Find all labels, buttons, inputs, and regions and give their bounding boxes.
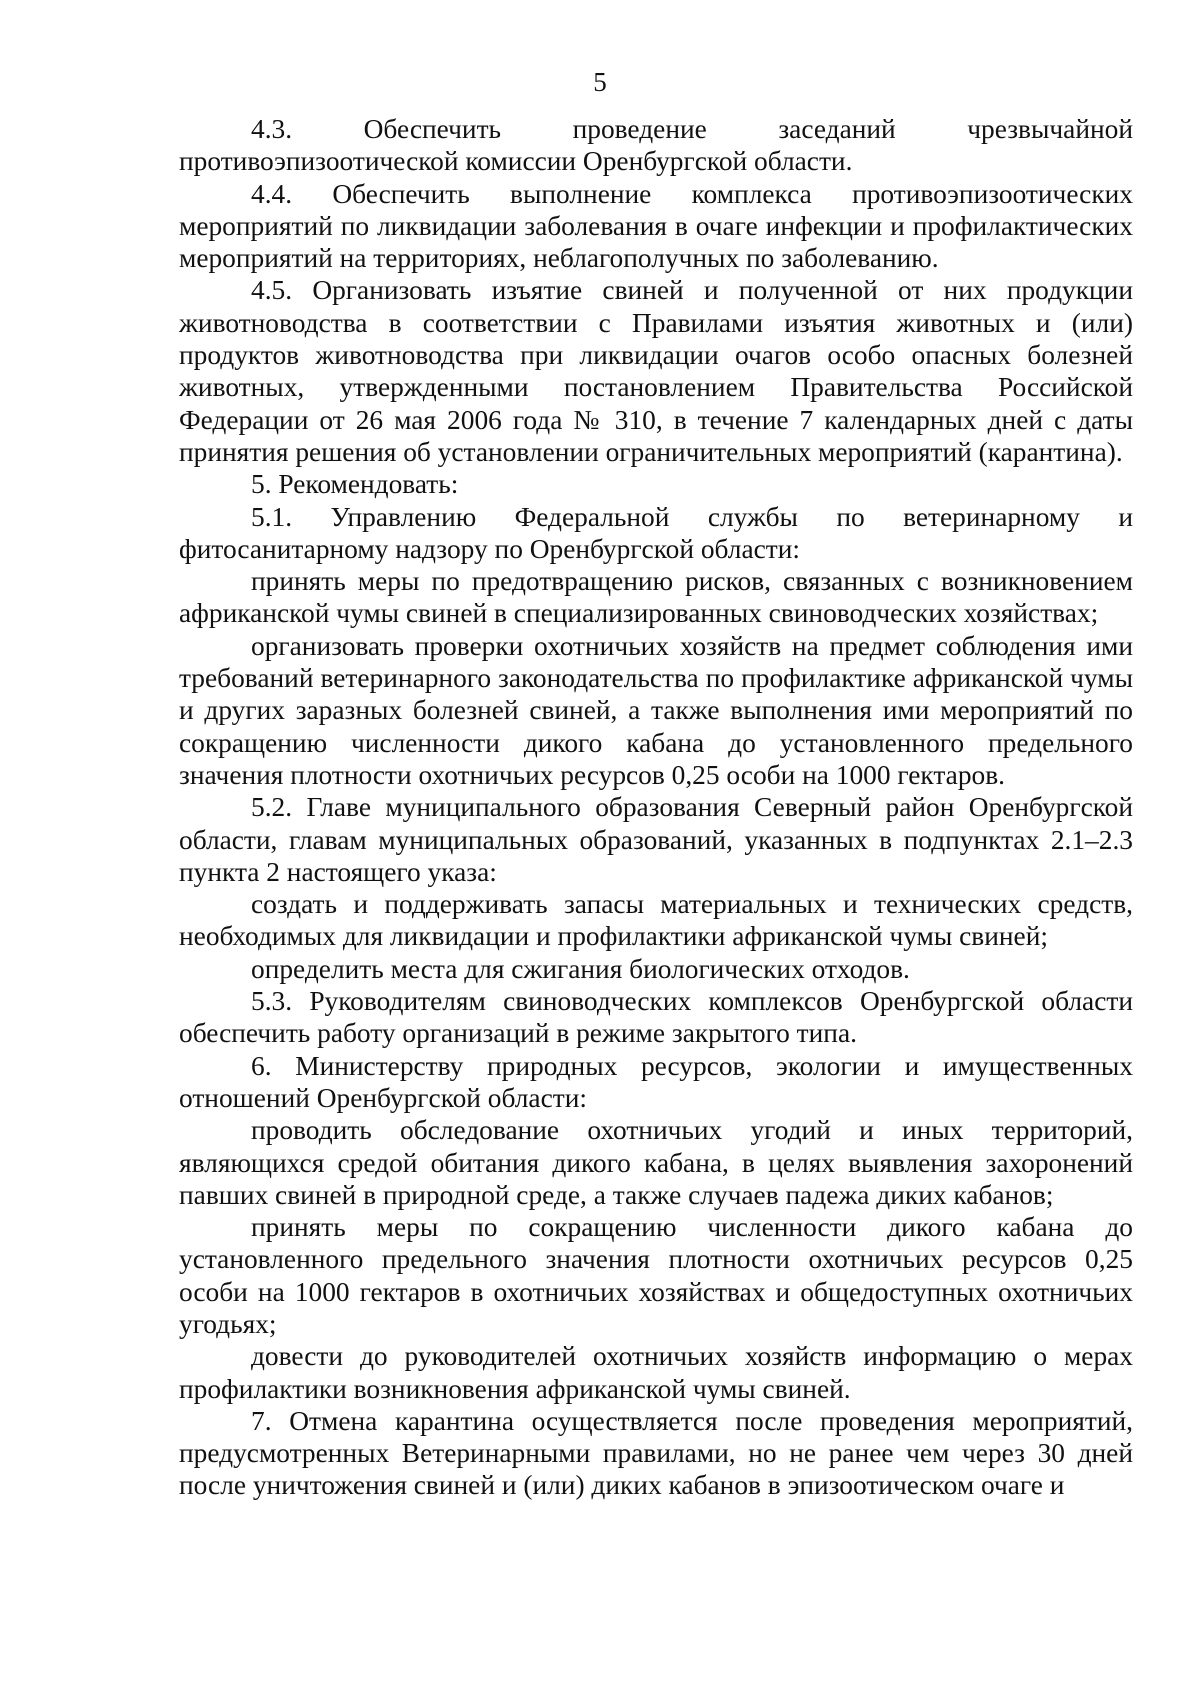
paragraph-5-2-item-1: создать и поддерживать запасы материальных и технических средств, необходимых для ликвидации и профилактики африканской чумы свиней; — [179, 889, 1133, 952]
page-number: 5 — [593, 67, 607, 97]
paragraph-5-1-item-2: организовать проверки охотничьих хозяйств на предмет соблюдения ими требований ветеринарного законодательства по профилактике африканской чумы и других заразных болезней свиней, а также выполнения ими мероприятий по сокращению численности дикого кабана до установленного предельного значения плотности охотничьих ресурсов 0,25 особи на 1000 гектаров. — [179, 630, 1133, 790]
document-body — [179, 113, 1133, 1502]
paragraph-5-2: 5.2. Главе муниципального образования Северный район Оренбургской области, главам муниципальных образований, указанных в подпунктах 2.1–2.3 пункта 2 настоящего указа: — [179, 792, 1133, 887]
paragraph-4-5: 4.5. Организовать изъятие свиней и полученной от них продукции животноводства в соответствии с Правилами изъятия животных и (или) продуктов животноводства при ликвидации очагов особо опасных болезней животных, утвержденными постановлением Правительства Российской Федерации от 26 мая 2006 года № 310, в течение 7 календарных дней с даты принятия решения об установлении ограничительных мероприятий (карантина). — [179, 275, 1133, 467]
paragraph-5-1: 5.1. Управлению Федеральной службы по ветеринарному и фитосанитарному надзору по Оренбургской области: — [179, 501, 1133, 564]
paragraph-4-4: 4.4. Обеспечить выполнение комплекса противоэпизоотических мероприятий по ликвидации заболевания в очаге инфекции и профилактических мероприятий на территориях, неблагополучных по заболеванию. — [179, 178, 1133, 274]
paragraph-6: 6. Министерству природных ресурсов, экологии и имущественных отношений Оренбургской области: — [179, 1050, 1133, 1113]
paragraph-6-item-1: проводить обследование охотничьих угодий и иных территорий, являющихся средой обитания дикого кабана, в целях выявления захоронений павших свиней в природной среде, а также случаев падежа диких кабанов; — [179, 1115, 1133, 1210]
paragraph-5-1-item-1: принять меры по предотвращению рисков, связанных с возникновением африканской чумы свиней в специализированных свиноводческих хозяйствах; — [179, 566, 1133, 629]
paragraph-6-item-3: довести до руководителей охотничьих хозяйств информацию о мерах профилактики возникновения африканской чумы свиней. — [179, 1341, 1133, 1404]
paragraph-4-3: 4.3. Обеспечить проведение заседаний чрезвычайной противоэпизоотической комиссии Оренбургской области. — [179, 114, 1133, 177]
paragraph-5: 5. Рекомендовать: — [251, 469, 459, 500]
paragraph-5-2-item-2: определить места для сжигания биологических отходов. — [251, 953, 910, 984]
paragraph-6-item-2: принять меры по сокращению численности дикого кабана до установленного предельного значения плотности охотничьих ресурсов 0,25 особи на 1000 гектаров в охотничьих хозяйствах и общедоступных охотничьих угодьях; — [179, 1212, 1133, 1339]
paragraph-5-3: 5.3. Руководителям свиноводческих комплексов Оренбургской области обеспечить работу организаций в режиме закрытого типа. — [179, 986, 1133, 1049]
paragraph-7: 7. Отмена карантина осуществляется после проведения мероприятий, предусмотренных Ветеринарными правилами, но не ранее чем через 30 дней после уничтожения свиней и (или) диких кабанов в эпизоотическом очаге и — [179, 1405, 1133, 1501]
